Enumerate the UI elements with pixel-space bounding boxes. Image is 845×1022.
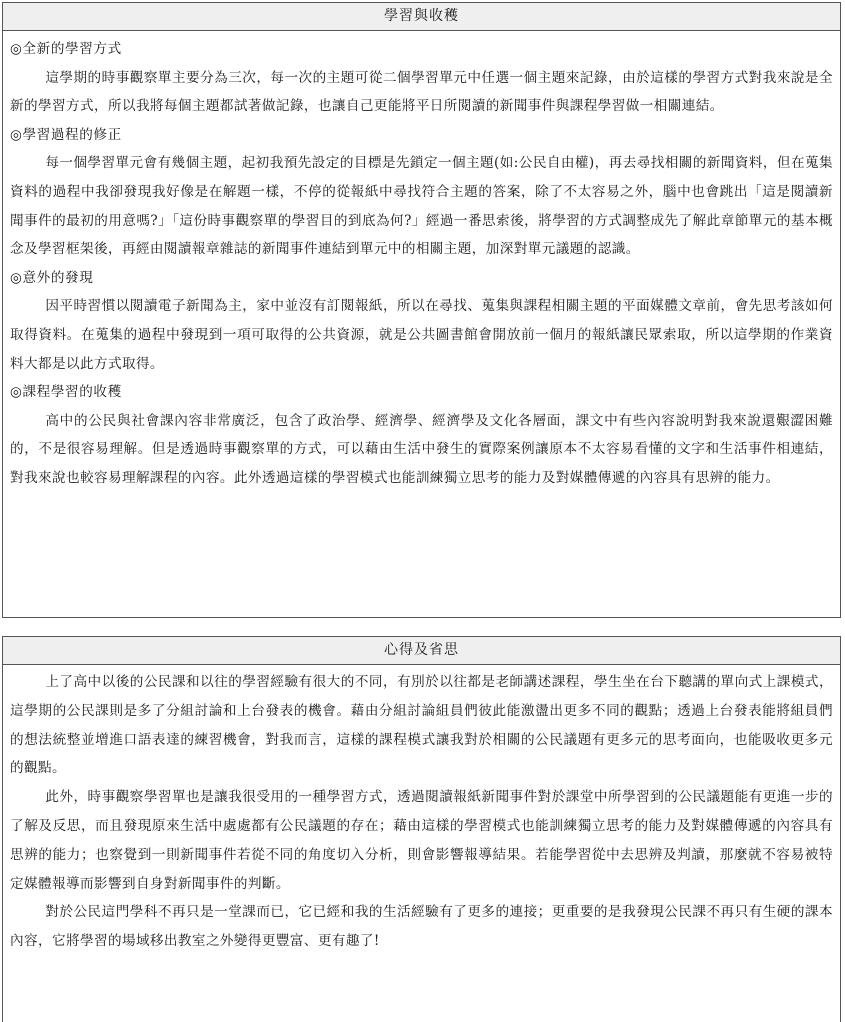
section-process-revision <box>10 121 833 264</box>
section-unexpected-discovery <box>10 264 833 378</box>
reflection-paragraph: 上了高中以後的公民課和以往的學習經驗有很大的不同，有別於以往都是老師講述課程，學生坐在台下聽講的單向式上課模式，這學期的公民課則是多了分組討論和上台發表的機會。藉由分組討論組員們彼此能激盪出更多不同的觀點；透過上台發表能將組員們的想法統整並增進口語表達的練習機會，對我而言，這樣的課程模式讓我對於相關的公民議題有更多元的思考面向，也能吸收更多元的觀點。 <box>10 674 833 777</box>
section-course-gains <box>10 378 833 492</box>
reflection-paragraph: 對於公民這門學科不再只是一堂課而已，它已經和我的生活經驗有了更多的連接；更重要的是我發現公民課不再只有生硬的課本內容，它將學習的場域移出教室之外變得更豐富、更有趣了! <box>10 904 833 950</box>
section-title: ◎全新的學習方式 <box>10 41 122 57</box>
section-paragraph: 每一個學習單元會有幾個主題，起初我預先設定的目標是先鎖定一個主題(如:公民自由權)，再去尋找相關的新聞資料，但在蒐集資料的過程中我卻發現我好像是在解題一樣，不停的從報紙中尋找符合主題的答案，除了不太容易之外，腦中也會跳出「這是閱讀新聞事件的最初的用意嗎?」「這份時事觀察單的學習目的到底為何?」經過一番思索後，將學習的方式調整成先了解此章節單元的基本概念及學習框架後，再經由閱讀報章雜誌的新聞事件連結到單元中的相關主題，加深對單元議題的認識。 <box>10 155 833 258</box>
learning-body <box>3 31 840 493</box>
section-paragraph: 這學期的時事觀察單主要分為三次，每一次的主題可從二個學習單元中任選一個主題來記錄，由於這樣的學習方式對我來說是全新的學習方式，所以我將每個主題都試著做記錄，也讓自己更能將平日所閱讀的新聞事件與課程學習做一相關連結。 <box>10 69 833 115</box>
reflection-section <box>2 636 841 1022</box>
section-title: ◎課程學習的收穫 <box>10 384 122 401</box>
section-paragraph: 高中的公民與社會課內容非常廣泛，包含了政治學、經濟學、經濟學及文化各層面，課文中有些內容說明對我來說還艱澀困難的，不是很容易理解。但是透過時事觀察單的方式，可以藉由生活中發生的實際案例讓原本不太容易看懂的文字和生活事件相連結，對我來說也較容易理解課程的內容。此外透過這樣的學習模式也能訓練獨立思考的能力及對媒體傳遞的內容具有思辨的能力。 <box>10 412 833 486</box>
section-title: ◎學習過程的修正 <box>10 126 122 143</box>
section-paragraph: 因平時習慣以閱讀電子新聞為主，家中並沒有訂閱報紙，所以在尋找、蒐集與課程相關主題的平面媒體文章前，會先思考該如何取得資料。在蒐集的過程中發現到一項可取得的公共資源，就是公共圖書館會開放前一個月的報紙讓民眾索取，所以這學期的作業資料大都是以此方式取得。 <box>10 298 833 372</box>
reflection-body <box>3 665 840 956</box>
learning-header: 學習與收穫 <box>3 3 840 31</box>
section-new-method <box>10 35 833 121</box>
reflection-header: 心得及省思 <box>3 637 840 665</box>
learning-section <box>2 2 841 618</box>
reflection-paragraph: 此外，時事觀察學習單也是讓我很受用的一種學習方式，透過閱讀報紙新聞事件對於課堂中所學習到的公民議題能有更進一步的了解及反思，而且發現原來生活中處處都有公民議題的存在；藉由這樣的學習模式也能訓練獨立思考的能力及對媒體傳遞的內容具有思辨的能力；也察覺到一則新聞事件若從不同的角度切入分析，則會影響報導結果。若能學習從中去思辨及判讀，那麼就不容易被特定媒體報導而影響到自身對新聞事件的判斷。 <box>10 789 833 892</box>
section-title: ◎意外的發現 <box>10 269 94 286</box>
